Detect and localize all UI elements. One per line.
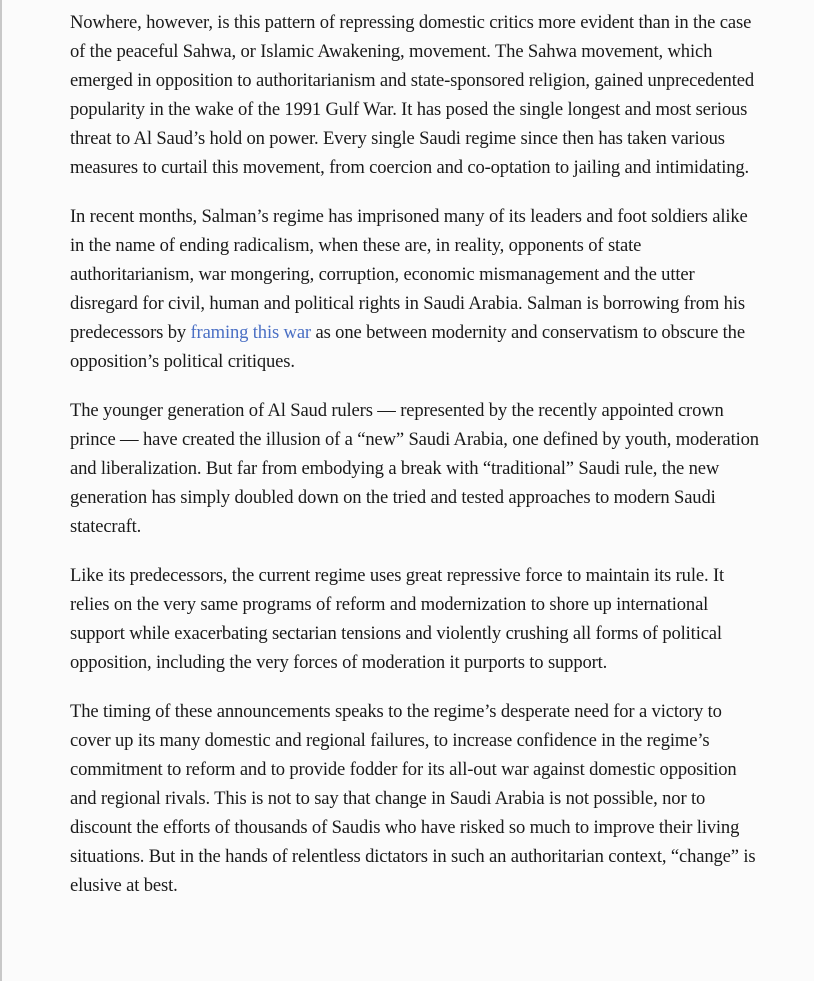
paragraph-recent-months [70, 202, 760, 376]
framing-this-war-link[interactable]: framing this war [190, 322, 311, 343]
page-left-border [0, 0, 2, 981]
paragraph-predecessors: Like its predecessors, the current regime uses great repressive force to maintain its rule. It relies on the very same programs of reform and modernization to shore up international support while exacerbating sectarian tensions and violently crushing all forms of political opposition, including the very forces of moderation it purports to support. [70, 565, 724, 673]
paragraph-younger-generation: The younger generation of Al Saud rulers — represented by the recently appointed crown prince — have created the illusion of a “new” Saudi Arabia, one defined by youth, moderation and liberalization. But far from embodying a break with “traditional” Saudi rule, the new generation has simply doubled down on the tried and tested approaches to modern Saudi statecraft. [70, 400, 759, 537]
article-body [70, 8, 760, 920]
paragraph-timing: The timing of these announcements speaks to the regime’s desperate need for a victory to cover up its many domestic and regional failures, to increase confidence in the regime’s commitment to reform and to provide fodder for its all-out war against domestic opposition and regional rivals. This is not to say that change in Saudi Arabia is not possible, nor to discount the efforts of thousands of Saudis who have risked so much to improve their living situations. But in the hands of relentless dictators in such an authoritarian context, “change” is elusive at best. [70, 701, 756, 896]
paragraph-text-before-link: In recent months, Salman’s regime has imprisoned many of its leaders and foot soldiers alike in the name of ending radicalism, when these are, in reality, opponents of state authoritarianism, war mongering, corruption, economic mismanagement and the utter disregard for civil, human and political rights in Saudi Arabia. Salman is borrowing from his predecessors by [70, 206, 748, 343]
paragraph-text-after-link: as one between modernity and conservatism to obscure the opposition’s political critiques. [70, 322, 745, 372]
paragraph-sahwa-movement: Nowhere, however, is this pattern of repressing domestic critics more evident than in the case of the peaceful Sahwa, or Islamic Awakening, movement. The Sahwa movement, which emerged in opposition to authoritarianism and state-sponsored religion, gained unprecedented popularity in the wake of the 1991 Gulf War. It has posed the single longest and most serious threat to Al Saud’s hold on power. Every single Saudi regime since then has taken various measures to curtail this movement, from coercion and co-optation to jailing and intimidating. [70, 12, 754, 178]
